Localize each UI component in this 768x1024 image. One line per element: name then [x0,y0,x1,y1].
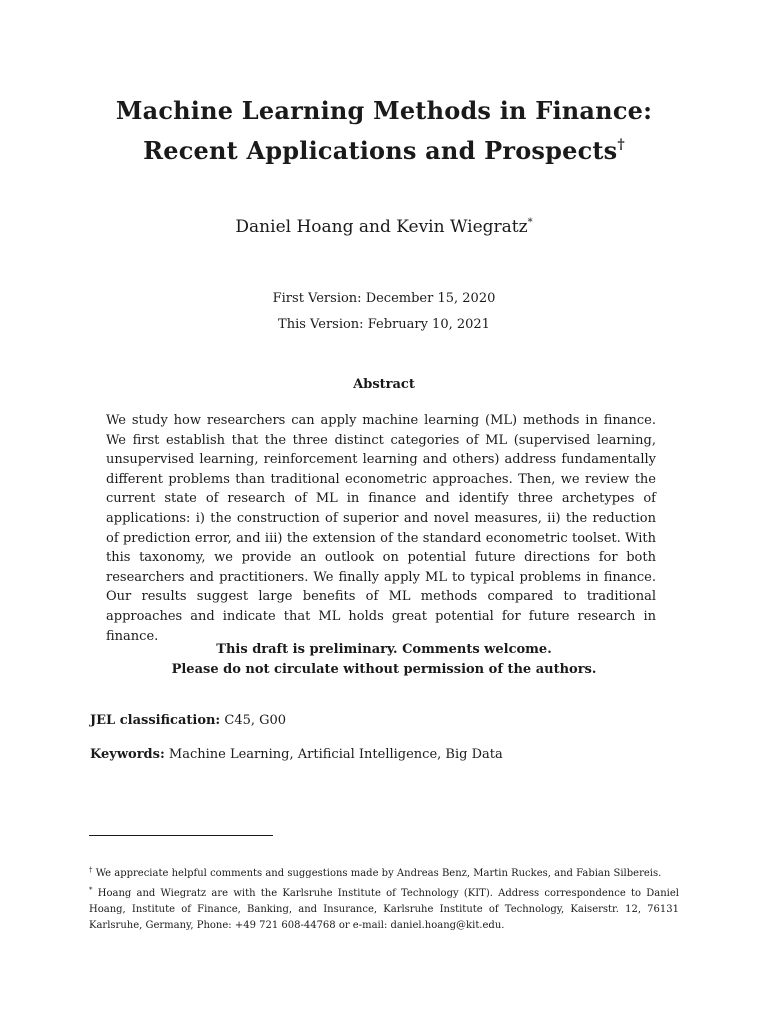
footnote-affiliation [89,882,679,934]
footnote-divider [89,835,273,836]
title-footnote-mark: † [617,137,625,153]
jel-classification [90,712,690,730]
draft-notice-line-2: Please do not circulate without permission of the authors. [171,662,597,677]
paper-title [0,94,768,168]
footnote-1-mark: † [89,866,93,874]
footnote-2-text: Hoang and Wiegratz are with the Karlsruhe Institute of Technology (KIT). Address correspondence to Daniel Hoang, Institute of Finance, Banking, and Insurance, Karlsruhe Institute of Technology, Kaiserstr. 12, 76131 Karlsruhe, Germany, Phone: +49 721 608-44768 or e-mail: daniel.hoang@kit.edu. [89,888,679,931]
footnote-acknowledgements [89,862,679,882]
keywords-value: Machine Learning, Artificial Intelligence, Big Data [168,747,503,762]
author-names: Daniel Hoang and Kevin Wiegratz [235,217,528,237]
author-footnote-mark: * [527,217,533,228]
current-version-date: This Version: February 10, 2021 [278,317,490,332]
jel-label: JEL classification: [90,713,221,728]
keywords [90,746,690,764]
draft-notice-line-1: This draft is preliminary. Comments welcome. [216,642,552,657]
abstract-body: We study how researchers can apply machine learning (ML) methods in finance. We first establish that the three distinct categories of ML (supervised learning, unsupervised learning, reinforcement learning and others) address fundamentally different problems than traditional econometric approaches. Then, we review the current state of research of ML in finance and identify three archetypes of applications: i) the construction of superior and novel measures, ii) the reduction of prediction error, and iii) the extension of the standard econometric toolset. With this taxonomy, we provide an outlook on potential future directions for both researchers and practitioners. We finally apply ML to typical problems in finance. Our results suggest large benefits of ML methods compared to traditional approaches and indicate that ML holds great potential for future research in finance. [106,413,656,644]
draft-notice [0,640,768,680]
title-line-1: Machine Learning Methods in Finance: [115,96,653,125]
jel-value: C45, G00 [224,713,287,728]
author-line [0,211,768,239]
abstract-heading: Abstract [353,377,415,392]
keywords-label: Keywords: [90,747,165,762]
title-line-2-text: Recent Applications and Prospects [143,136,618,165]
first-version-date: First Version: December 15, 2020 [272,291,496,306]
title-line-2 [0,128,768,168]
footnote-1-text: We appreciate helpful comments and suggestions made by Andreas Benz, Martin Ruckes, and Fabian Silbereis. [95,868,662,879]
footnote-2-mark: * [89,886,93,894]
